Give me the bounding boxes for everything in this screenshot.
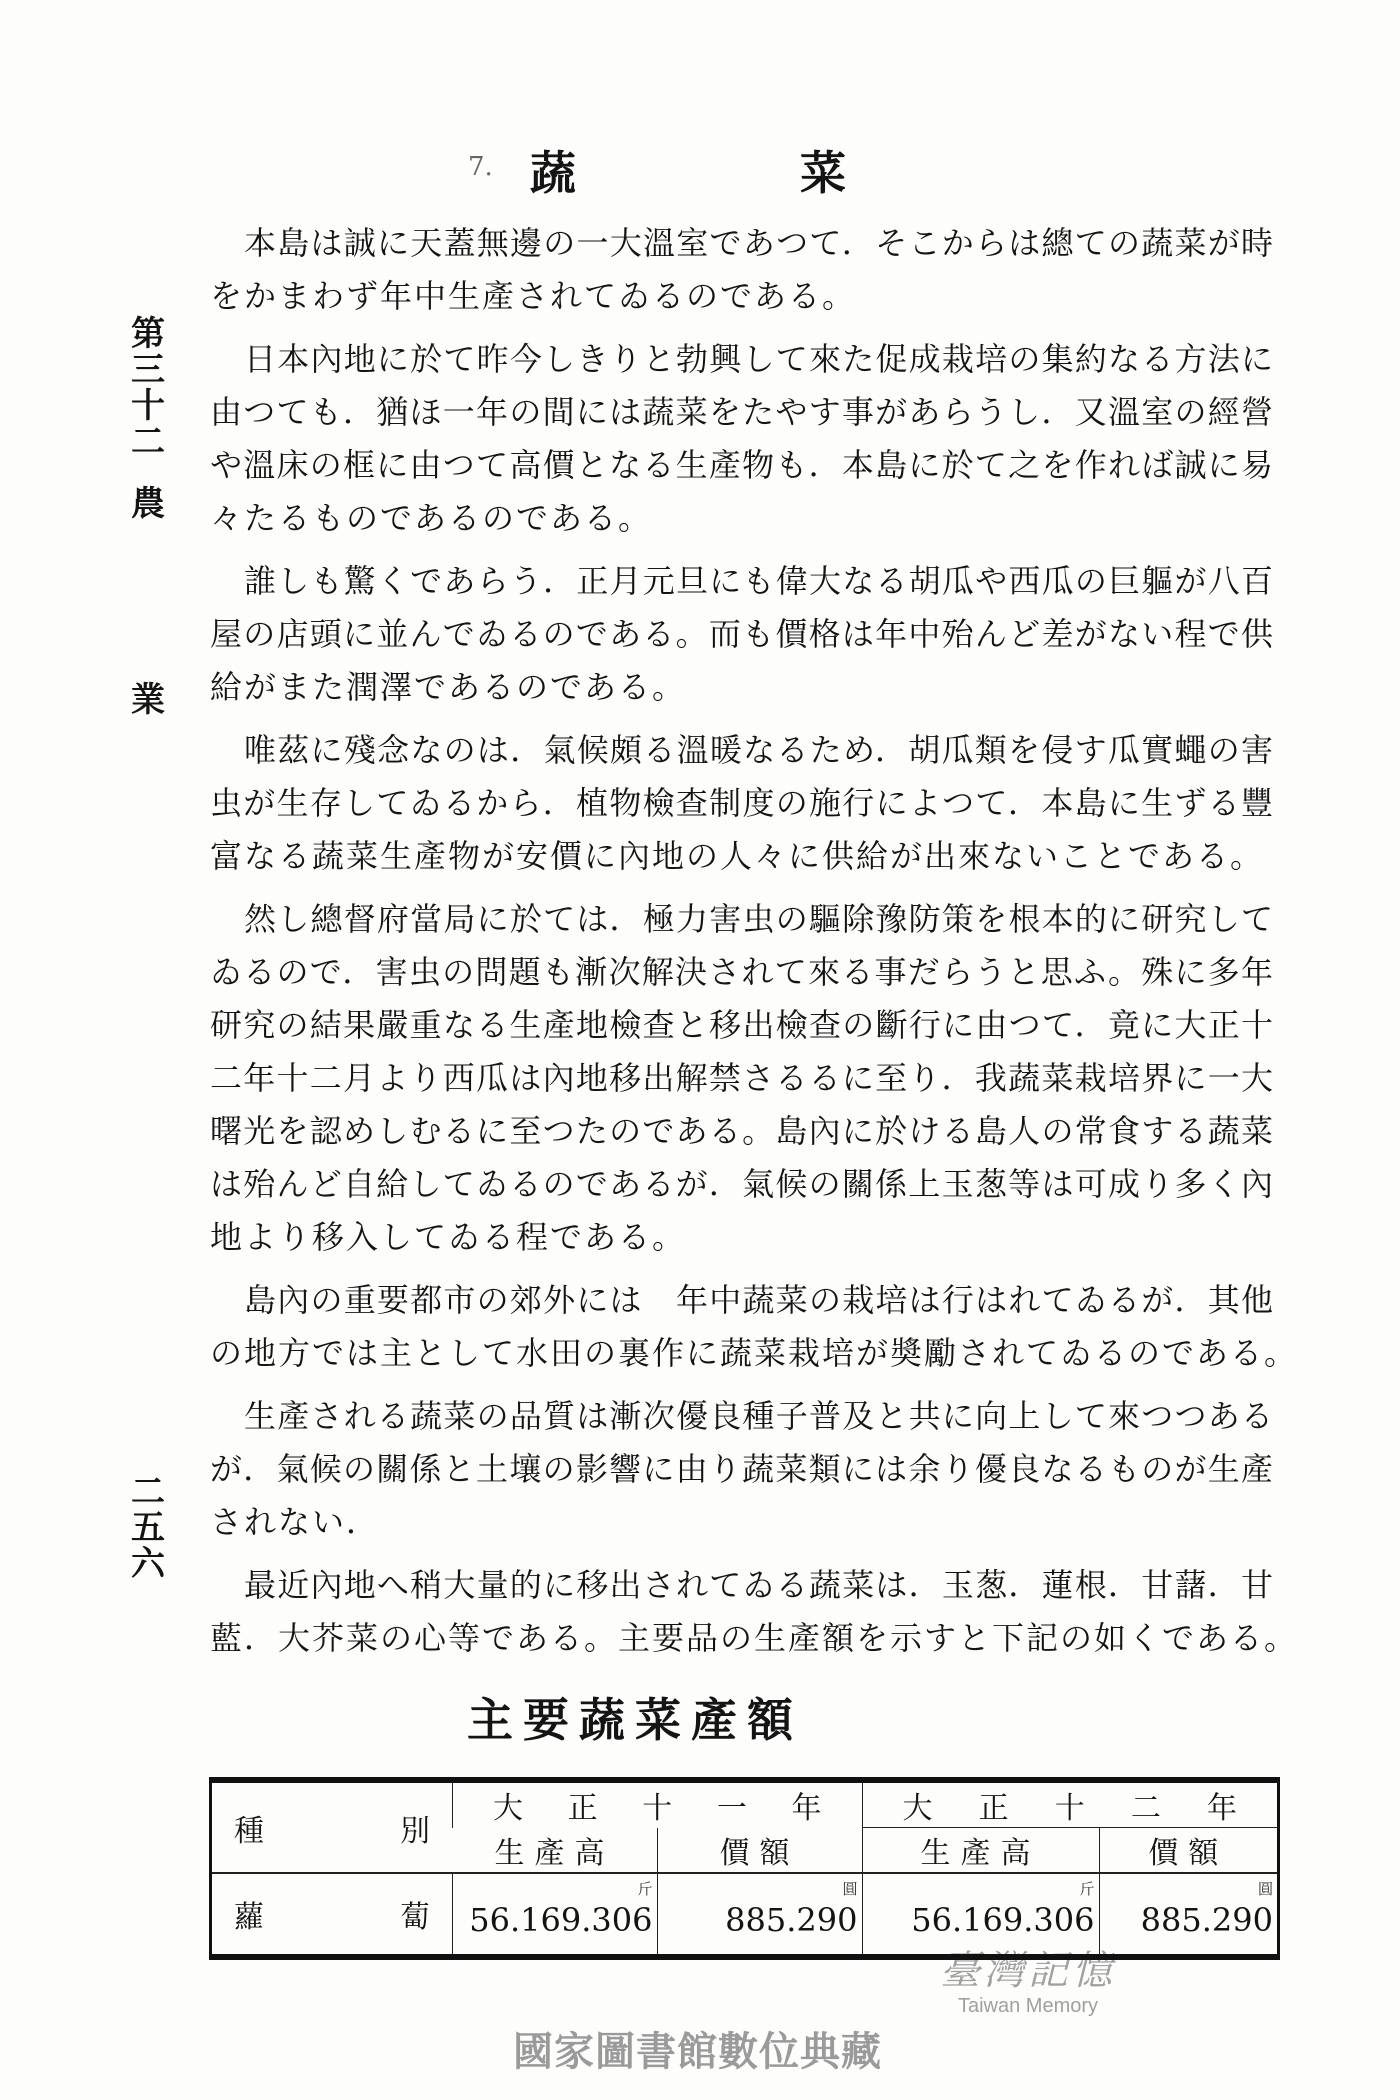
value: 56.169.306	[469, 1901, 653, 1939]
text-line: 研究の結果嚴重なる生產地檢查と移出檢查の斷行に由つて．竟に大正十	[210, 1006, 1273, 1044]
text-line: 二年十二月より西瓜は內地移出解禁さるるに至り．我蔬菜栽培界に一大	[210, 1059, 1273, 1097]
value: 56.169.306	[911, 1901, 1095, 1939]
kind-header	[211, 1780, 453, 1873]
watermark-cn: 臺灣記憶	[940, 1948, 1116, 1994]
text-line: 由つても．猶ほ一年の間には蔬菜をたやす事があらうし．又溫室の經營	[210, 393, 1273, 431]
value-cell	[453, 1873, 658, 1957]
year-header: 大正十二年	[862, 1780, 1279, 1828]
text-line: をかまわず年中生產されてゐるのである。	[210, 277, 857, 315]
paragraph	[210, 333, 1273, 545]
margin-page-number: 二五六	[131, 1472, 165, 1584]
kind-header-char: 別	[400, 1813, 430, 1849]
text-line: 然し總督府當局に於ては．極力害虫の驅除豫防策を根本的に研究して	[244, 900, 1273, 938]
text-line: 虫が生存してゐるから．植物檢查制度の施行によつて．本島に生ずる豐	[210, 784, 1273, 822]
production-table	[209, 1777, 1280, 1960]
unit-label: 斤	[1079, 1880, 1095, 1898]
value: 885.290	[725, 1901, 858, 1939]
kind-char: 蘿	[234, 1900, 264, 1935]
value-cell	[862, 1873, 1099, 1957]
value-cell	[657, 1873, 862, 1957]
text-line: の地方では主として水田の裏作に蔬菜栽培が奬勵されてゐるのである。	[210, 1334, 1299, 1372]
text-line: が．氣候の關係と土壤の影響に由り蔬菜類には余り優良なるものが生產	[210, 1450, 1273, 1488]
text-line: 屋の店頭に並んでゐるのである。而も價格は年中殆んど差がない程で供	[210, 615, 1273, 653]
paragraph	[210, 555, 1273, 714]
text-line: されない．	[210, 1503, 381, 1541]
text-line: 曙光を認めしむるに至つたのである。島內に於ける島人の常食する蔬菜	[210, 1112, 1273, 1150]
text-line: 唯茲に殘念なのは．氣候頗る溫暖なるため．胡瓜類を侵す瓜實蠅の害	[244, 731, 1273, 769]
table-title: 主要蔬菜產額	[467, 1693, 803, 1747]
paragraph	[210, 217, 1273, 323]
section-number: 7.	[468, 152, 493, 182]
paragraph	[210, 1274, 1299, 1380]
text-line: 誰しも驚くであらう．正月元旦にも偉大なる胡瓜や西瓜の巨軀が八百	[244, 562, 1273, 600]
paragraph	[210, 893, 1273, 1264]
margin-category-1: 農	[131, 484, 165, 524]
page-title-left: 蔬	[530, 146, 576, 200]
text-line: ゐるので．害虫の問題も漸次解決されて來る事だらうと思ふ。殊に多年	[210, 953, 1273, 991]
sub-header: 價額	[1099, 1828, 1279, 1874]
watermark-en: Taiwan Memory	[957, 1995, 1099, 2017]
table-header-row	[211, 1780, 1279, 1828]
value: 885.290	[1140, 1901, 1273, 1939]
kind-char: 蔔	[400, 1900, 430, 1935]
footer-archive-label: 國家圖書館數位典藏	[513, 2029, 882, 2075]
margin-category-2: 業	[131, 680, 165, 720]
page-title-right: 菜	[800, 146, 846, 200]
unit-label: 圓	[842, 1880, 858, 1898]
kind-header-char: 種	[234, 1813, 264, 1849]
text-line: 日本內地に於て昨今しきりと勃興して來た促成栽培の集約なる方法に	[244, 340, 1273, 378]
margin-chapter: 第三十二	[131, 314, 165, 462]
text-line: 本島は誠に天蓋無邊の一大溫室であつて．そこからは總ての蔬菜が時	[244, 224, 1273, 262]
unit-label: 斤	[637, 1880, 653, 1898]
value-cell	[1099, 1873, 1279, 1957]
sub-header: 生產高	[862, 1828, 1099, 1874]
paragraph	[210, 1390, 1273, 1549]
year-header: 大正十一年	[453, 1780, 863, 1828]
text-line: 々たるものであるのである。	[210, 499, 653, 537]
text-line: は殆んど自給してゐるのであるが．氣候の關係上玉葱等は可成り多く內	[210, 1165, 1273, 1203]
text-line: 給がまた潤澤であるのである。	[210, 668, 687, 706]
sub-header: 生產高	[453, 1828, 658, 1874]
text-line: 島內の重要都市の郊外には 年中蔬菜の栽培は行はれてゐるが．其他	[244, 1281, 1273, 1319]
body-text	[210, 217, 1299, 1665]
sub-header: 價額	[657, 1828, 862, 1874]
text-line: 最近內地へ稍大量的に移出されてゐる蔬菜は．玉葱．蓮根．甘藷．甘	[244, 1566, 1273, 1604]
text-line: や溫床の框に由つて高價となる生產物も．本島に於て之を作れば誠に易	[210, 446, 1273, 484]
text-line: 富なる蔬菜生產物が安價に內地の人々に供給が出來ないことである。	[210, 837, 1265, 875]
text-line: 藍．大芥菜の心等である。主要品の生產額を示すと下記の如くである。	[210, 1619, 1299, 1657]
unit-label: 圓	[1257, 1880, 1273, 1898]
text-line: 地より移入してゐる程である。	[210, 1218, 687, 1256]
paragraph	[210, 724, 1273, 883]
text-line: 生產される蔬菜の品質は漸次優良種子普及と共に向上して來つつある	[244, 1397, 1273, 1435]
table-row	[211, 1873, 1279, 1957]
paragraph	[210, 1559, 1299, 1665]
kind-cell	[211, 1873, 453, 1957]
